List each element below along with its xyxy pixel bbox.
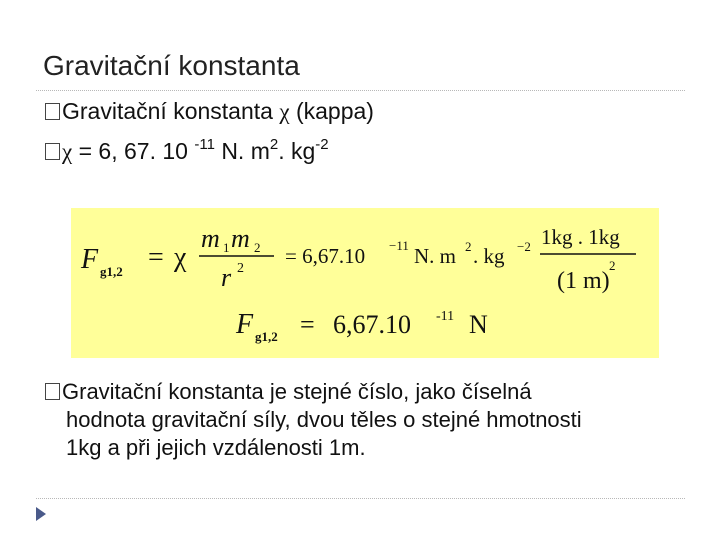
unit-newton-metre: N. m bbox=[414, 244, 456, 268]
metre-exponent: 2 bbox=[269, 136, 279, 153]
result-unit: N bbox=[469, 310, 488, 339]
mass-2-subscript: 2 bbox=[254, 240, 261, 255]
force-subscript-2: g1,2 bbox=[255, 329, 278, 344]
equals-sign: = bbox=[148, 242, 164, 273]
distance-symbol: r bbox=[221, 263, 232, 292]
kg-exponent: −2 bbox=[517, 239, 531, 254]
mass-2-symbol: m bbox=[231, 224, 250, 253]
title-divider bbox=[36, 90, 685, 91]
bullet-box-icon bbox=[45, 143, 60, 160]
metre-squared: (1 m) bbox=[557, 268, 610, 294]
force-symbol-2: F bbox=[236, 309, 254, 340]
constant-exponent: -11 bbox=[194, 136, 215, 153]
bullet-box-icon bbox=[45, 383, 60, 400]
force-subscript: g1,2 bbox=[100, 264, 123, 279]
metre-exponent: 2 bbox=[465, 239, 472, 254]
mass-1-symbol: m bbox=[201, 224, 220, 253]
bullet-line-1 bbox=[45, 98, 374, 125]
equals-sign-2: = bbox=[300, 310, 315, 339]
kg-exponent: -2 bbox=[315, 136, 329, 153]
paragraph-line-2: hodnota gravitační síly, dvou těles o stejné hmotnosti bbox=[66, 407, 582, 432]
unit-kg: . kg bbox=[278, 138, 316, 164]
distance-exponent: 2 bbox=[237, 261, 244, 276]
bullet-line-2 bbox=[45, 138, 329, 165]
mass-1-subscript: 1 bbox=[223, 240, 230, 255]
result-value: 6,67.10 bbox=[333, 310, 411, 339]
metre-squared-exponent: 2 bbox=[609, 258, 616, 273]
constant-value: = 6, 67. 10 bbox=[78, 138, 188, 164]
chi-symbol: χ bbox=[174, 242, 187, 273]
explanation-paragraph bbox=[45, 378, 685, 462]
slide-title: Gravitační konstanta bbox=[43, 50, 300, 81]
constant-value: = 6,67.10 bbox=[285, 244, 366, 268]
paragraph-line-1: Gravitační konstanta je stejné číslo, jako číselná bbox=[62, 379, 532, 404]
bullet-box-icon bbox=[45, 103, 60, 120]
force-symbol: F bbox=[81, 244, 99, 275]
paragraph-line-3: 1kg a při jejich vzdálenosti 1m. bbox=[66, 435, 366, 460]
unit-newton-metre: N. m bbox=[221, 138, 270, 164]
chi-symbol: χ bbox=[62, 139, 73, 164]
footer-divider bbox=[36, 498, 685, 499]
kg-product: 1kg . 1kg bbox=[541, 225, 620, 249]
chi-symbol: χ bbox=[279, 99, 290, 124]
formula-box bbox=[71, 208, 659, 358]
result-exponent: -11 bbox=[436, 309, 455, 324]
unit-kg: . kg bbox=[473, 244, 505, 268]
constant-exponent: −11 bbox=[389, 238, 409, 253]
bullet-1-note: (kappa) bbox=[295, 98, 374, 124]
bullet-1-text: Gravitační konstanta bbox=[62, 98, 273, 124]
formula-svg bbox=[71, 208, 659, 358]
triangle-right-icon[interactable] bbox=[35, 506, 47, 522]
